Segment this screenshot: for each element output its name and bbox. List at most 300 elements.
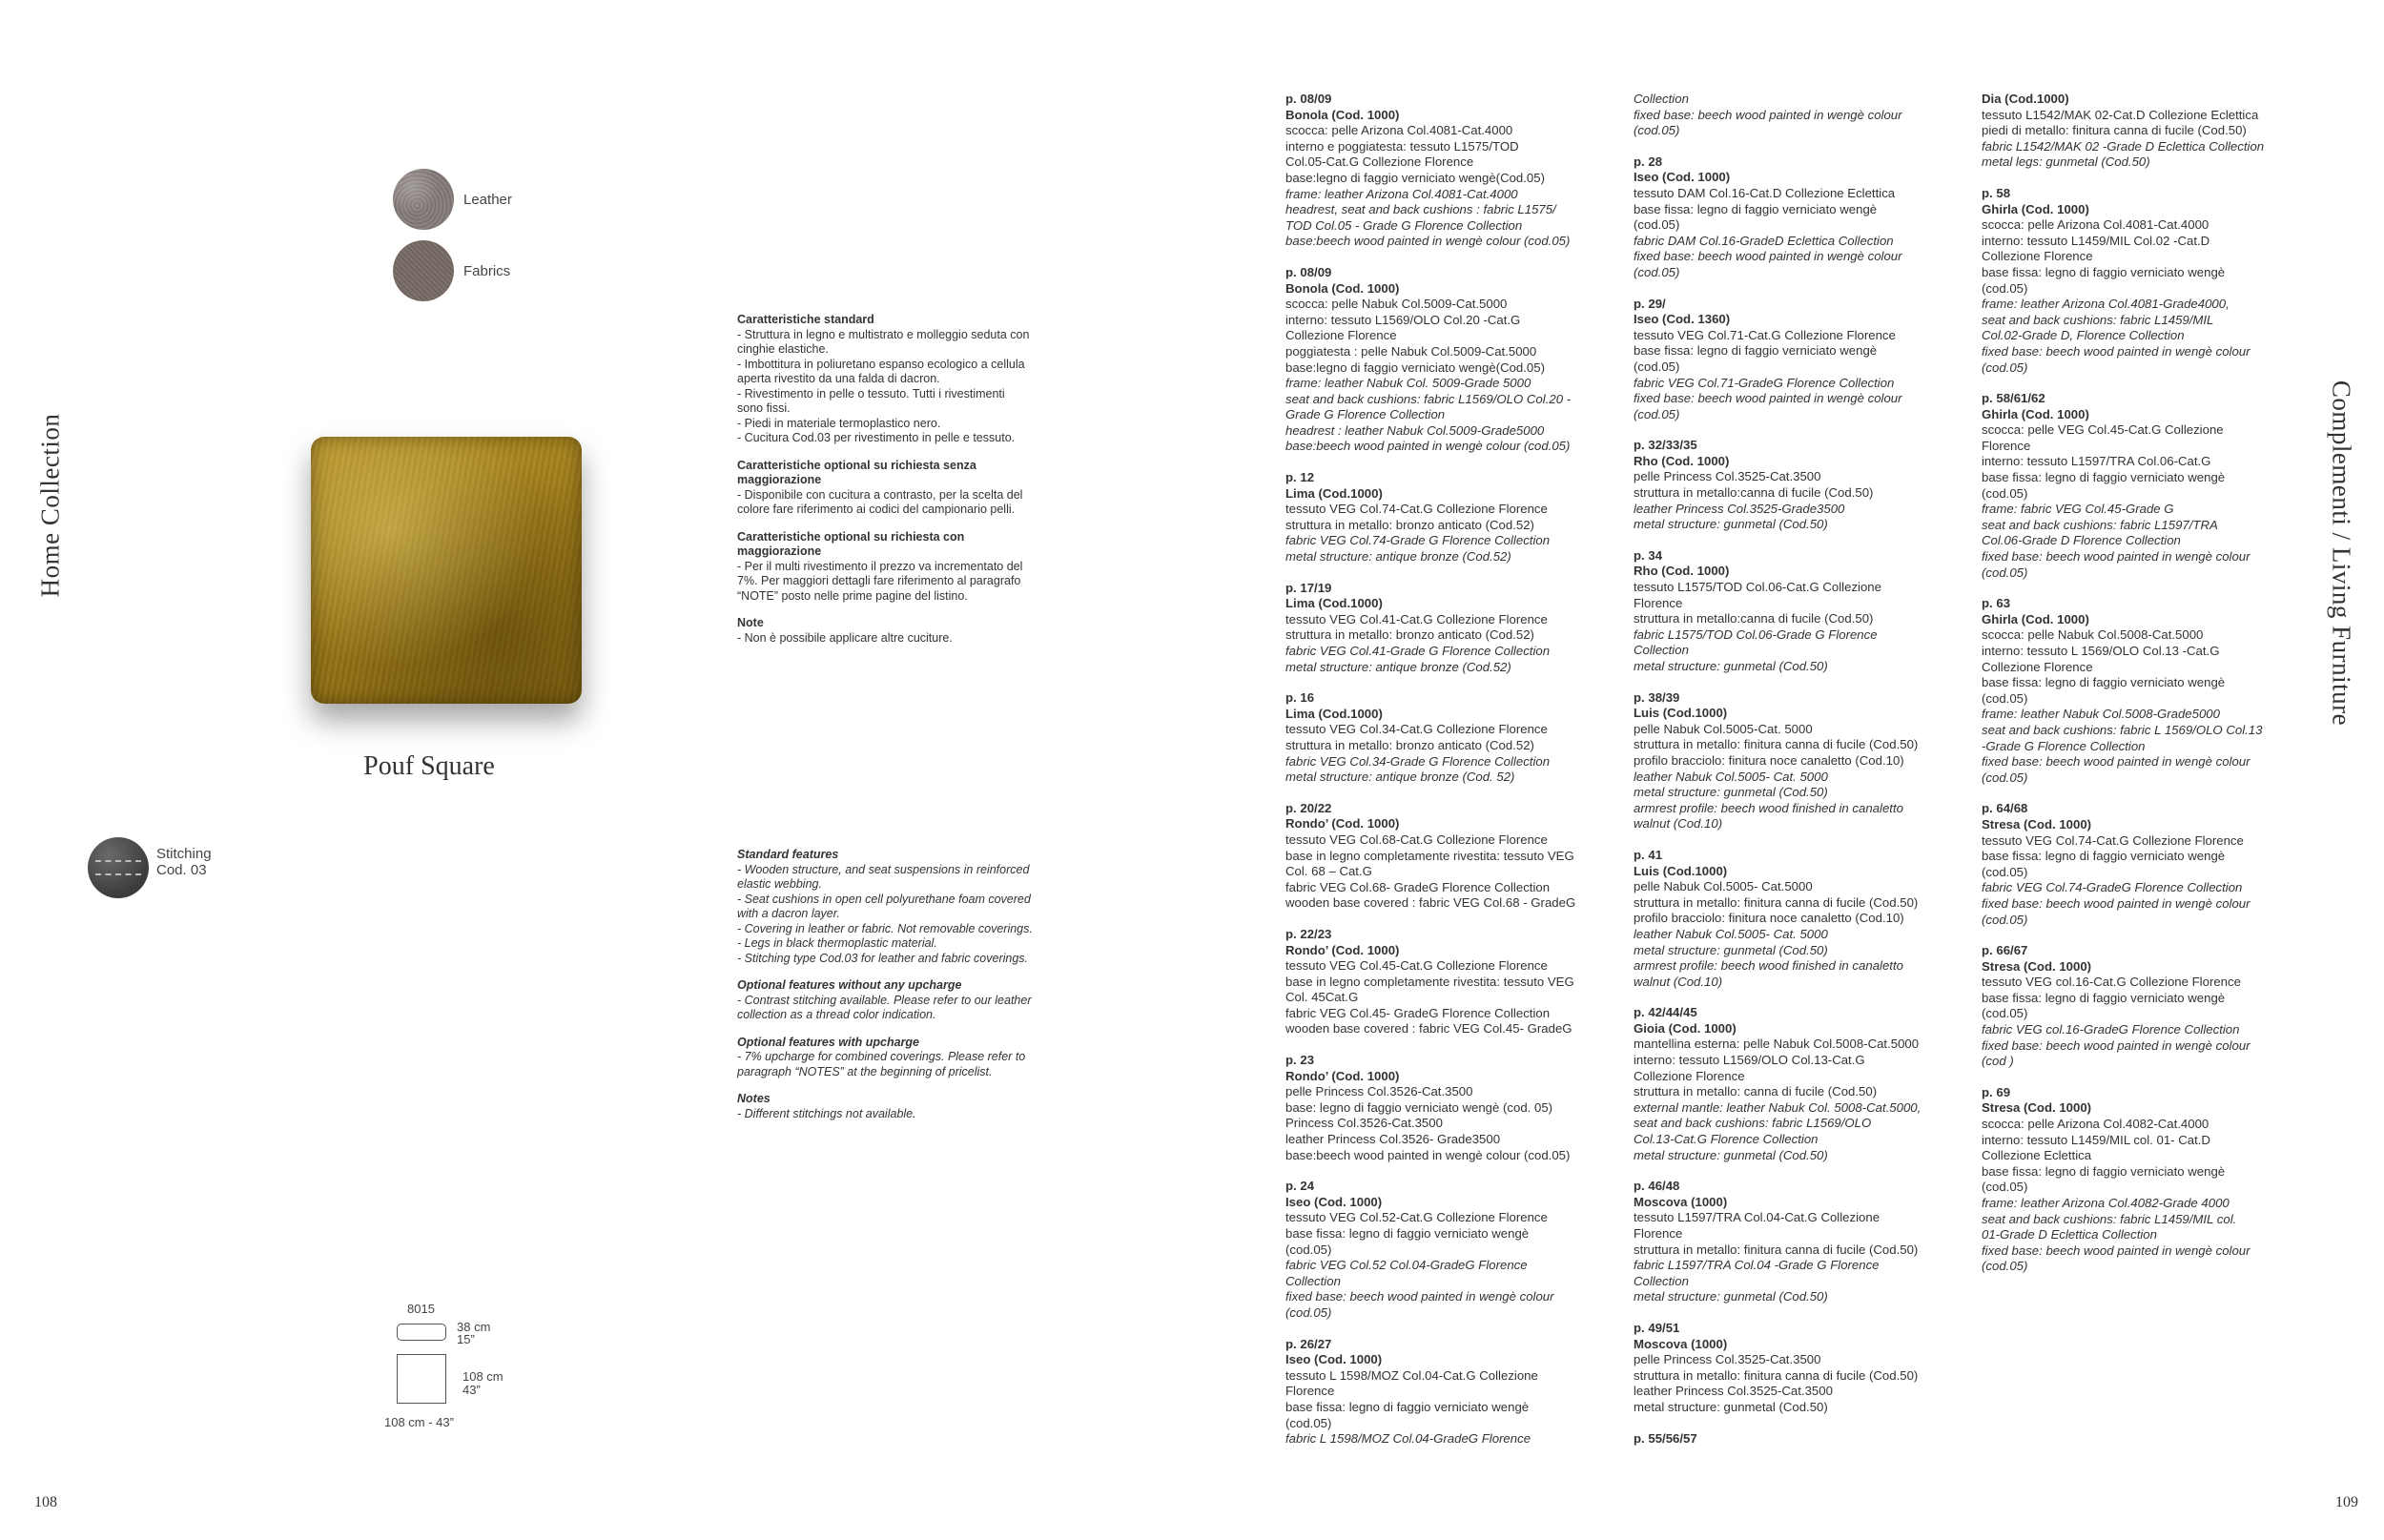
specs-it-block (737, 530, 1061, 605)
specs-line: sono fissi. (737, 401, 791, 415)
legend-entry-line: interno: tessuto L 1569/OLO Col.13 -Cat.G (1982, 644, 2220, 658)
legend-entry-product: Rondo’ (Cod. 1000) (1285, 816, 1400, 832)
legend-entry-line: Florence (1634, 1226, 1683, 1241)
legend-entry-line: tessuto L 1598/MOZ Col.04-Cat.G Collezione (1285, 1367, 1538, 1383)
specs-line: - Seat cushions in open cell polyurethane foam covered (737, 892, 1031, 906)
legend-entry-line: fabric L1597/TRA Col.04 -Grade G Florence (1634, 1258, 1880, 1273)
legend-entry-page: p. 58 (1982, 185, 2011, 200)
legend-entry-line: mantellina esterna: pelle Nabuk Col.5008-Cat.5000 (1634, 1037, 1920, 1052)
leather-swatch-icon (393, 169, 454, 230)
legend-entry-line: fabric VEG Col.52 Col.04-GradeG Florence (1285, 1258, 1528, 1273)
legend-entry-page: p. 55/56/57 (1634, 1430, 1697, 1446)
specs-line: colore fare riferimento ai codici del campionario pelli. (737, 503, 1016, 516)
legend-entry-line: base:beech wood painted in wengè colour (cod.05) (1285, 439, 1571, 454)
legend-entry-line: Collection (1285, 1273, 1341, 1288)
legend-entry-product: Iseo (Cod. 1000) (1285, 1352, 1383, 1367)
specs-line: - Legs in black thermoplastic material. (737, 936, 937, 950)
legend-entry-line: Collezione Florence (1285, 328, 1397, 343)
legend-entry-line: 01-Grade D Eclettica Collection (1982, 1227, 2157, 1242)
legend-entry-product: Ghirla (Cod. 1000) (1982, 406, 2089, 421)
legend-entry (1285, 265, 1610, 455)
legend-entry-line: leather Nabuk Col.5005- Cat. 5000 (1634, 926, 1828, 941)
legend-entry-line: base fissa: legno di faggio verniciato wengè (1982, 849, 2226, 864)
legend-entry-line: headrest, seat and back cushions : fabric L1575/ (1285, 202, 1556, 217)
legend-entry-line: profilo bracciolo: finitura noce canaletto (Cod.10) (1634, 752, 1904, 768)
legend-entry-line: Col.06-Grade D Florence Collection (1982, 533, 2181, 548)
legend-entry-line: tessuto VEG Col.52-Cat.G Collezione Florence (1285, 1210, 1548, 1225)
specs-line: - Stitching type Cod.03 for leather and fabric coverings. (737, 951, 1029, 965)
legend-entry-product: Bonola (Cod. 1000) (1285, 280, 1400, 296)
legend-entry-line: base fissa: legno di faggio verniciato wengè (1982, 264, 2226, 279)
legend-entry-product: Luis (Cod.1000) (1634, 706, 1728, 721)
legend-entry-line: fabric VEG Col.45- GradeG Florence Collection (1285, 1005, 1551, 1020)
legend-entry (1634, 1431, 1958, 1448)
legend-entry (1634, 690, 1958, 832)
legend-entry-line: fabric VEG Col.74-GradeG Florence Collection (1982, 880, 2243, 895)
legend-entry-line: base fissa: legno di faggio verniciato wengè (1982, 675, 2226, 690)
specs-line: - Imbottitura in poliuretano espanso ecologico a cellula (737, 357, 1025, 371)
legend-entry (1285, 690, 1610, 786)
legend-entry-product: Moscova (1000) (1634, 1336, 1728, 1351)
legend-entry-line: fabric L1575/TOD Col.06-Grade G Florence (1634, 626, 1878, 642)
legend-entry-line: seat and back cushions: fabric L1569/OLO (1634, 1116, 1872, 1131)
legend-entry-line: piedi di metallo: finitura canna di fucile (Cod.50) (1982, 123, 2247, 138)
legend-entry-line: frame: leather Nabuk Col.5008-Grade5000 (1982, 707, 2220, 722)
legend-entry-line: tessuto VEG col.16-Cat.G Collezione Florence (1982, 975, 2241, 990)
legend-entry-line: struttura in metallo: finitura canna di fucile (Cod.50) (1634, 1242, 1919, 1257)
legend-entry-line: metal structure: gunmetal (Cod.50) (1634, 942, 1828, 957)
legend-entry-page: p. 23 (1285, 1053, 1315, 1068)
specs-line: cinghie elastiche. (737, 342, 829, 356)
legend-entry-line: metal structure: gunmetal (Cod.50) (1634, 1147, 1828, 1162)
specs-line: - Rivestimento in pelle o tessuto. Tutti i rivestimenti (737, 386, 1005, 400)
legend-entry-line: armrest profile: beech wood finished in canaletto (1634, 958, 1903, 974)
legend-entry-line: frame: leather Arizona Col.4081-Grade4000, (1982, 297, 2230, 312)
legend-entry-line: tessuto VEG Col.68-Cat.G Collezione Florence (1285, 832, 1548, 847)
legend-entry-line: scocca: pelle Arizona Col.4081-Cat.4000 (1285, 123, 1513, 138)
legend-entry-line: (cod.05) (1982, 1259, 2028, 1274)
specs-en-block (737, 1092, 1061, 1121)
legend-entry-line: fabric VEG Col.34-Grade G Florence Collection (1285, 753, 1551, 769)
swatch-leather (393, 169, 512, 230)
legend-entry-line: leather Princess Col.3526- Grade3500 (1285, 1132, 1501, 1147)
legend-entry (1982, 391, 2306, 581)
legend-entry-line: tessuto DAM Col.16-Cat.D Collezione Eclettica (1634, 185, 1896, 200)
legend-entry-line: seat and back cushions: fabric L1569/OLO Col.20 - (1285, 391, 1572, 406)
specs-heading: Caratteristiche optional su richiesta senza maggiorazione (737, 458, 976, 486)
legend-entry-product: Iseo (Cod. 1000) (1285, 1194, 1383, 1209)
dimension-height (457, 1321, 490, 1345)
dimension-height-cm: 38 cm (457, 1320, 491, 1334)
legend-column-3 (1982, 92, 2306, 1290)
legend-entry-line: struttura in metallo:canna di fucile (Cod.50) (1634, 611, 1874, 626)
dimension-depth (462, 1370, 504, 1397)
specs-line: “NOTE” posto nelle prime pagine del listino. (737, 588, 968, 603)
legend-entry-line: tessuto VEG Col.45-Cat.G Collezione Florence (1285, 958, 1548, 974)
legend-entry-page: p. 17/19 (1285, 580, 1332, 595)
legend-entry-line: struttura in metallo:canna di fucile (Cod.50) (1634, 485, 1874, 501)
specs-line: - Piedi in materiale termoplastico nero. (737, 416, 941, 430)
legend-entry-line: fixed base: beech wood painted in wengè colour (1634, 107, 1902, 122)
legend-entry-line: scocca: pelle VEG Col.45-Cat.G Collezione (1982, 422, 2224, 438)
legend-entry-product: Lima (Cod.1000) (1285, 596, 1383, 611)
product-title: Pouf Square (363, 751, 495, 781)
specs-line: - 7% upcharge for combined coverings. Please refer to (737, 1050, 1026, 1063)
legend-entry-page: p. 64/68 (1982, 801, 2028, 816)
legend-entry (1982, 186, 2306, 376)
legend-entry-line: (cod.05) (1982, 770, 2028, 785)
legend-entry-line: Florence (1982, 438, 2031, 453)
legend-entry-line: fabric L1542/MAK 02 -Grade D Eclettica Collection (1982, 138, 2265, 154)
legend-entry-line: pelle Princess Col.3525-Cat.3500 (1634, 1352, 1821, 1367)
legend-entry-page: p. 42/44/45 (1634, 1005, 1697, 1020)
legend-entry (1982, 596, 2306, 786)
specs-line: - Covering in leather or fabric. Not removable coverings. (737, 921, 1033, 935)
specs-en-block (737, 1036, 1061, 1080)
legend-entry-line: base fissa: legno di faggio verniciato wengè (1634, 343, 1878, 359)
stitching-label-line2: Cod. 03 (156, 862, 207, 878)
stitching-swatch (88, 837, 212, 898)
specs-english (737, 848, 1061, 1134)
legend-entry-line: (cod.05) (1982, 690, 2028, 706)
legend-entry-product: Dia (Cod.1000) (1982, 92, 2069, 106)
legend-entry (1982, 92, 2306, 171)
legend-entry-line: Collection (1634, 1273, 1689, 1288)
legend-entry-line: metal structure: gunmetal (Cod.50) (1634, 785, 1828, 800)
legend-entry-line: metal structure: gunmetal (Cod.50) (1634, 1399, 1828, 1414)
legend-entry-line: fixed base: beech wood painted in wengè colour (1982, 1037, 2250, 1053)
legend-entry-line: Collezione Florence (1982, 659, 2093, 674)
legend-entry (1285, 92, 1610, 250)
legend-entry-line: fixed base: beech wood painted in wengè colour (1982, 895, 2250, 911)
legend-entry (1982, 801, 2306, 928)
legend-entry-line: (cod.05) (1982, 864, 2028, 879)
legend-entry-line: Col.02-Grade D, Florence Collection (1982, 328, 2185, 343)
legend-entry-line: fabric DAM Col.16-GradeD Eclettica Collection (1634, 233, 1894, 248)
specs-heading: Caratteristiche optional su richiesta con maggiorazione (737, 529, 965, 558)
legend-entry-line: fabric VEG Col.71-GradeG Florence Collection (1634, 375, 1895, 390)
legend-entry-line: struttura in metallo: bronzo anticato (Cod.52) (1285, 627, 1534, 643)
specs-line: - Different stitchings not available. (737, 1106, 916, 1120)
legend-entry-line: external mantle: leather Nabuk Col. 5008-Cat.5000, (1634, 1099, 1922, 1115)
legend-entry-product: Ghirla (Cod. 1000) (1982, 611, 2089, 626)
legend-entry-line: Collezione Florence (1634, 1068, 1745, 1083)
specs-line: - Struttura in legno e multistrato e molleggio seduta con (737, 327, 1030, 341)
legend-entry-line: pelle Nabuk Col.5005- Cat.5000 (1634, 879, 1813, 894)
legend-entry-line: base:legno di faggio verniciato wengè(Cod.05) (1285, 170, 1545, 185)
swatch-leather-label: Leather (463, 192, 512, 208)
legend-entry-product: Lima (Cod.1000) (1285, 706, 1383, 721)
legend-entry-page: p. 69 (1982, 1084, 2011, 1099)
legend-entry-line: base fissa: legno di faggio verniciato wengè (1285, 1399, 1530, 1414)
stitching-label (156, 846, 212, 878)
swatch-fabric-label: Fabrics (463, 263, 511, 279)
legend-entry-line: leather Princess Col.3525-Grade3500 (1634, 501, 1845, 516)
legend-entry-line: struttura in metallo: canna di fucile (Cod.50) (1634, 1084, 1878, 1099)
legend-entry-product: Rho (Cod. 1000) (1634, 453, 1730, 468)
legend-entry-line: TOD Col.05 - Grade G Florence Collection (1285, 217, 1523, 233)
legend-entry-line: base: legno di faggio verniciato wengè (cod. 05) (1285, 1099, 1553, 1115)
legend-entry-line: fabric VEG col.16-GradeG Florence Collection (1982, 1022, 2240, 1037)
specs-line: - Per il multi rivestimento il prezzo va incrementato del (737, 559, 1023, 573)
legend-entry-line: (cod.05) (1982, 485, 2028, 501)
legend-entry-product: Rondo’ (Cod. 1000) (1285, 942, 1400, 957)
swatch-fabric (393, 240, 511, 301)
legend-entry-line: (cod.05) (1634, 217, 1680, 233)
legend-entry-line: (cod.05) (1285, 1415, 1332, 1430)
legend-entry-line: (cod.05) (1982, 1180, 2028, 1195)
specs-line: with a dacron layer. (737, 907, 840, 920)
legend-entry-line: (cod.05) (1982, 1006, 2028, 1021)
dimension-depth-in: 43” (462, 1383, 481, 1397)
legend-entry-line: scocca: pelle Arizona Col.4082-Cat.4000 (1982, 1117, 2209, 1132)
legend-entry-line: scocca: pelle Nabuk Col.5008-Cat.5000 (1982, 627, 2204, 643)
legend-entry-line: -Grade G Florence Collection (1982, 738, 2146, 753)
legend-entry-line: Collection (1634, 643, 1689, 658)
legend-entry (1634, 1179, 1958, 1305)
legend-entry (1634, 438, 1958, 533)
legend-entry-product: Bonola (Cod. 1000) (1285, 107, 1400, 122)
legend-entry-line: Collection (1634, 92, 1689, 106)
legend-entry-page: p. 29/ (1634, 296, 1666, 311)
legend-column-1 (1285, 92, 1610, 1463)
legend-entry-page: p. 46/48 (1634, 1179, 1680, 1194)
stitching-label-line1: Stitching (156, 846, 212, 862)
specs-line: - Wooden structure, and seat suspensions in reinforced (737, 862, 1030, 876)
specs-line: - Cucitura Cod.03 per rivestimento in pelle e tessuto. (737, 431, 1016, 444)
legend-entry-line: pelle Princess Col.3525-Cat.3500 (1634, 469, 1821, 484)
legend-entry-line: Collezione Eclettica (1982, 1148, 2092, 1163)
legend-entry-line: interno: tessuto L1569/OLO Col.13-Cat.G (1634, 1053, 1865, 1068)
legend-entry-line: fabric L 1598/MOZ Col.04-GradeG Florence (1285, 1431, 1531, 1447)
dimension-top-view (397, 1354, 446, 1404)
legend-entry-line: leather Princess Col.3525-Cat.3500 (1634, 1384, 1833, 1399)
legend-entry-line: (cod.05) (1634, 264, 1680, 279)
legend-entry-line: base in legno completamente rivestita: tessuto VEG (1285, 848, 1574, 863)
legend-entry-line: metal structure: gunmetal (Cod.50) (1634, 659, 1828, 673)
legend-entry-line: frame: leather Arizona Col.4081-Cat.4000 (1285, 186, 1518, 201)
legend-entry-line: (cod.05) (1285, 1242, 1332, 1257)
legend-entry-line: (cod.05) (1982, 359, 2028, 375)
legend-entry-line: interno: tessuto L1459/MIL Col.02 -Cat.D (1982, 233, 2210, 248)
legend-entry-line: metal structure: gunmetal (Cod.50) (1634, 517, 1828, 532)
legend-entry (1285, 927, 1610, 1037)
legend-entry-line: fixed base: beech wood painted in wengè colour (1982, 549, 2250, 565)
legend-entry-page: p. 16 (1285, 690, 1315, 706)
legend-entry-product: Rho (Cod. 1000) (1634, 564, 1730, 579)
legend-entry-line: Col.13-Cat.G Florence Collection (1634, 1132, 1819, 1147)
specs-heading: Notes (737, 1092, 771, 1105)
legend-entry-line: seat and back cushions: fabric L1459/MIL col. (1982, 1211, 2237, 1226)
legend-entry-line: tessuto VEG Col.74-Cat.G Collezione Florence (1285, 502, 1548, 517)
legend-entry-page: p. 08/09 (1285, 92, 1332, 106)
specs-heading: Standard features (737, 848, 839, 861)
legend-entry-line: walnut (Cod.10) (1634, 974, 1723, 989)
specs-heading: Optional features with upcharge (737, 1035, 919, 1049)
legend-entry-line: seat and back cushions: fabric L 1569/OLO Col.13 (1982, 722, 2263, 737)
specs-line: - Contrast stitching available. Please refer to our leather (737, 993, 1032, 1007)
legend-entry-line: Florence (1285, 1384, 1335, 1399)
dimension-depth-cm: 108 cm (462, 1369, 504, 1384)
page-number-left: 108 (34, 1494, 57, 1510)
specs-en-block (737, 978, 1061, 1023)
specs-italian (737, 313, 1061, 658)
specs-line: aperta rivestito da una falda di dacron. (737, 372, 940, 385)
legend-entry-page: p. 63 (1982, 596, 2011, 611)
legend-entry-line: tessuto VEG Col.71-Cat.G Collezione Florence (1634, 327, 1896, 342)
legend-entry (1285, 470, 1610, 565)
legend-entry-line: fabric VEG Col.41-Grade G Florence Collection (1285, 644, 1551, 658)
legend-entry-line: frame: leather Nabuk Col. 5009-Grade 5000 (1285, 376, 1531, 391)
legend-entry (1982, 943, 2306, 1070)
legend-entry-product: Gioia (Cod. 1000) (1634, 1020, 1737, 1036)
legend-entry (1634, 848, 1958, 990)
legend-entry-line: pelle Nabuk Col.5005-Cat. 5000 (1634, 721, 1813, 736)
specs-en-block (737, 848, 1061, 966)
legend-entry-line: Princess Col.3526-Cat.3500 (1285, 1116, 1443, 1131)
dimension-side-view (397, 1324, 446, 1341)
legend-entry-page: p. 38/39 (1634, 689, 1680, 705)
legend-entry-line: tessuto VEG Col.34-Cat.G Collezione Florence (1285, 722, 1548, 737)
dimension-width: 108 cm - 43” (384, 1415, 454, 1429)
legend-entry-line: interno e poggiatesta: tessuto L1575/TOD (1285, 138, 1519, 154)
legend-entry-line: base fissa: legno di faggio verniciato wengè (1982, 1163, 2226, 1179)
legend-entry-line: tessuto L1575/TOD Col.06-Cat.G Collezione (1634, 580, 1881, 595)
legend-entry-line: fabric VEG Col.74-Grade G Florence Collection (1285, 533, 1551, 548)
legend-entry-line: (cod.05) (1634, 123, 1680, 138)
legend-entry (1634, 548, 1958, 675)
legend-entry-line: fixed base: beech wood painted in wengè colour (1285, 1289, 1554, 1304)
legend-entry-product: Ghirla (Cod. 1000) (1982, 201, 2089, 216)
legend-entry-line: metal structure: antique bronze (Cod. 52) (1285, 770, 1515, 785)
legend-entry (1634, 1321, 1958, 1416)
legend-entry-line: base in legno completamente rivestita: tessuto VEG (1285, 974, 1574, 989)
legend-entry-line: (cod.05) (1982, 912, 2028, 927)
legend-entry-line: poggiatesta : pelle Nabuk Col.5009-Cat.5000 (1285, 343, 1537, 359)
legend-entry-line: base fissa: legno di faggio verniciato wengè (1982, 990, 2226, 1005)
legend-entry-line: (cod ) (1982, 1054, 2014, 1069)
legend-entry-line: metal structure: gunmetal (Cod.50) (1634, 1289, 1828, 1304)
specs-it-block (737, 313, 1061, 446)
legend-entry-line: base fissa: legno di faggio verniciato wengè (1982, 470, 2226, 485)
legend-entry-product: Stresa (Cod. 1000) (1982, 816, 2092, 832)
specs-heading: Note (737, 616, 764, 629)
legend-entry-page: p. 66/67 (1982, 943, 2028, 958)
legend-entry-line: pelle Princess Col.3526-Cat.3500 (1285, 1084, 1473, 1099)
stitch-lines-icon (95, 860, 141, 875)
legend-entry-line: struttura in metallo: finitura canna di fucile (Cod.50) (1634, 1367, 1919, 1383)
legend-entry-line: armrest profile: beech wood finished in canaletto (1634, 800, 1903, 815)
specs-heading: Optional features without any upcharge (737, 978, 962, 992)
legend-entry-line: wooden base covered : fabric VEG Col.45- GradeG (1285, 1021, 1572, 1037)
legend-entry-product: Rondo’ (Cod. 1000) (1285, 1068, 1400, 1083)
legend-entry-line: metal legs: gunmetal (Cod.50) (1982, 154, 2150, 170)
legend-entry (1634, 297, 1958, 423)
legend-entry (1285, 1179, 1610, 1321)
specs-line: - Non è possibile applicare altre cuciture. (737, 630, 953, 645)
legend-entry-line: tessuto VEG Col.74-Cat.G Collezione Florence (1982, 832, 2244, 848)
legend-entry-page: p. 08/09 (1285, 264, 1332, 279)
legend-entry-line: wooden base covered : fabric VEG Col.68 - GradeG (1285, 895, 1576, 911)
side-title-right-text: Complementi / Living Furniture (2327, 380, 2356, 727)
legend-entry-line: interno: tessuto L1569/OLO Col.20 -Cat.G (1285, 312, 1521, 327)
legend-entry-line: Grade G Florence Collection (1285, 407, 1446, 422)
legend-entry-page: p. 32/33/35 (1634, 438, 1697, 453)
legend-entry-page: p. 58/61/62 (1982, 391, 2045, 406)
legend-entry-page: p. 24 (1285, 1179, 1315, 1194)
legend-entry-line: tessuto L1597/TRA Col.04-Cat.G Collezione (1634, 1210, 1880, 1225)
legend-entry-line: Col. 45Cat.G (1285, 990, 1359, 1005)
legend-entry-line: headrest : leather Nabuk Col.5009-Grade5000 (1285, 422, 1545, 438)
legend-entry-line: interno: tessuto L1459/MIL col. 01- Cat.D (1982, 1132, 2210, 1147)
dimension-height-in: 15” (457, 1332, 475, 1346)
legend-entry-product: Luis (Cod.1000) (1634, 863, 1728, 878)
legend-entry-line: base:legno di faggio verniciato wengè(Cod.05) (1285, 359, 1545, 375)
legend-entry-page: p. 34 (1634, 547, 1663, 563)
fabric-swatch-icon (393, 240, 454, 301)
page-number-right: 109 (2335, 1494, 2358, 1510)
legend-entry (1634, 1005, 1958, 1163)
legend-entry-line: scocca: pelle Arizona Col.4081-Cat.4000 (1982, 217, 2209, 233)
legend-entry-line: tessuto VEG Col.41-Cat.G Collezione Florence (1285, 611, 1548, 626)
legend-entry-page: p. 12 (1285, 470, 1315, 485)
legend-entry-line: base fissa: legno di faggio verniciato wengè (1634, 201, 1878, 216)
legend-entry-line: seat and back cushions: fabric L1597/TRA (1982, 517, 2218, 532)
legend-entry-page: p. 28 (1634, 154, 1663, 169)
side-title-right (2308, 286, 2374, 820)
legend-entry-line: metal structure: antique bronze (Cod.52) (1285, 549, 1511, 565)
legend-entry-product: Lima (Cod.1000) (1285, 485, 1383, 501)
specs-heading: Caratteristiche standard (737, 313, 874, 326)
legend-entry-line: fixed base: beech wood painted in wengè colour (1982, 1242, 2250, 1258)
side-title-left-text: Home Collection (35, 413, 65, 598)
legend-entry-page: p. 22/23 (1285, 926, 1332, 941)
legend-entry-line: profilo bracciolo: finitura noce canaletto (Cod.10) (1634, 911, 1904, 926)
legend-entry-line: interno: tessuto L1597/TRA Col.06-Cat.G (1982, 454, 2211, 469)
side-title-left (17, 286, 84, 725)
legend-entry-product: Iseo (Cod. 1000) (1634, 170, 1731, 185)
legend-entry-line: Florence (1634, 595, 1683, 610)
legend-entry (1634, 92, 1958, 139)
legend-entry-line: walnut (Cod.10) (1634, 816, 1723, 832)
legend-entry-line: (cod.05) (1634, 406, 1680, 421)
specs-line: paragraph “NOTES” at the beginning of pricelist. (737, 1064, 993, 1078)
legend-entry-product: Stresa (Cod. 1000) (1982, 1100, 2092, 1116)
specs-line: elastic webbing. (737, 877, 822, 891)
legend-entry-line: metal structure: antique bronze (Cod.52) (1285, 659, 1511, 674)
legend-entry-line: (cod.05) (1285, 1304, 1332, 1320)
legend-entry-line: fixed base: beech wood painted in wengè colour (1982, 754, 2250, 770)
legend-entry-line: (cod.05) (1634, 359, 1680, 374)
specs-line: - Disponibile con cucitura a contrasto, per la scelta del (737, 487, 1023, 502)
legend-entry-page: p. 49/51 (1634, 1320, 1680, 1335)
legend-entry-page: p. 20/22 (1285, 800, 1332, 815)
specs-it-block (737, 459, 1061, 518)
legend-entry-product: Moscova (1000) (1634, 1194, 1728, 1209)
legend-entry (1982, 1085, 2306, 1275)
legend-entry-line: struttura in metallo: bronzo anticato (Cod.52) (1285, 517, 1534, 532)
legend-entry (1634, 154, 1958, 281)
legend-entry-line: seat and back cushions: fabric L1459/MIL (1982, 312, 2214, 327)
legend-entry (1285, 801, 1610, 912)
legend-entry-line: scocca: pelle Nabuk Col.5009-Cat.5000 (1285, 297, 1508, 312)
legend-entry (1285, 581, 1610, 676)
legend-entry-line: (cod.05) (1982, 280, 2028, 296)
legend-entry-line: struttura in metallo: finitura canna di fucile (Cod.50) (1634, 737, 1919, 752)
legend-entry-line: Collezione Florence (1982, 249, 2093, 264)
legend-column-2 (1634, 92, 1958, 1462)
legend-entry-page: p. 26/27 (1285, 1336, 1332, 1351)
